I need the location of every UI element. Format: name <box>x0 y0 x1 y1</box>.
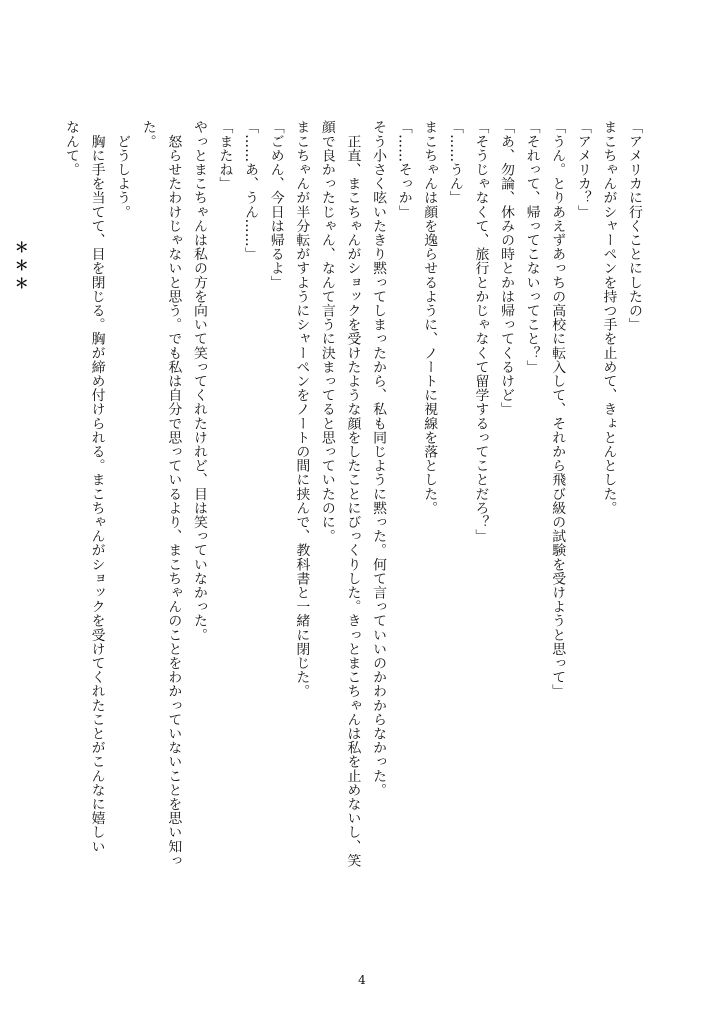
page-number: 4 <box>358 973 366 987</box>
text-line: た。 <box>139 120 156 149</box>
text-line: 「うん。とりあえずあっちの高校に転入して、それから飛び級の試験を受けようと思って」 <box>549 120 566 699</box>
section-separator: ＊＊＊ <box>11 240 28 294</box>
text-line: 正直、まこちゃんがショックを受けたような顔をしたことにびっくりした。きっとまこちゃんは私を止めないし、笑 <box>344 120 361 868</box>
text-line: 「……そっか」 <box>395 120 412 219</box>
text-line: 「あ、勿論、休みの時とかは帰ってくるけど」 <box>498 120 515 417</box>
text-line: まこちゃんがシャーペンを持つ手を止めて、きょとんとした。 <box>600 120 617 515</box>
text-line: まこちゃんが半分転がすようにシャーペンをノートの間に挟んで、教科書と一緒に閉じた。 <box>293 120 310 699</box>
text-line: なんて。 <box>62 120 79 177</box>
text-line: 「ごめん、今日は帰るよ」 <box>267 120 284 290</box>
text-line: 「……うん」 <box>446 120 463 205</box>
text-line: どうしよう。 <box>114 120 131 219</box>
text-line: 胸に手を当てて、目を閉じる。胸が締め付けられる。まこちゃんがショックを受けてくれたことがこんなに嬉しい <box>88 120 105 854</box>
vertical-text-body <box>11 120 646 935</box>
text-line: 「アメリカに行くことにしたの」 <box>626 120 642 332</box>
text-line: 「……あ、うん……」 <box>242 120 259 261</box>
text-line: 怒らせたわけじゃないと思う。でも私は自分で思っているより、まこちゃんのことをわかっていないことを思い知っ <box>165 120 182 868</box>
blank-line <box>32 120 58 935</box>
text-line: 「またね」 <box>216 120 233 191</box>
text-line: 顔で良かったじゃん、なんて言うに決まってると思っていたのに。 <box>318 120 335 543</box>
text-line: 「それって、帰ってこないってこと？」 <box>523 120 540 374</box>
text-line: やっとまこちゃんは私の方を向いて笑ってくれたけれど、目は笑っていなかった。 <box>190 120 207 642</box>
text-line: まこちゃんは顔を逸らせるように、ノートに視線を落とした。 <box>421 120 438 515</box>
text-line: そう小さく呟いたきり黙ってしまったから、私も同じように黙った。何て言っていいのかわからなかった。 <box>370 120 387 797</box>
text-line: 「アメリカ？」 <box>574 120 591 219</box>
text-line: 「そうじゃなくて、旅行とかじゃなくて留学するってことだろ？」 <box>472 120 489 543</box>
